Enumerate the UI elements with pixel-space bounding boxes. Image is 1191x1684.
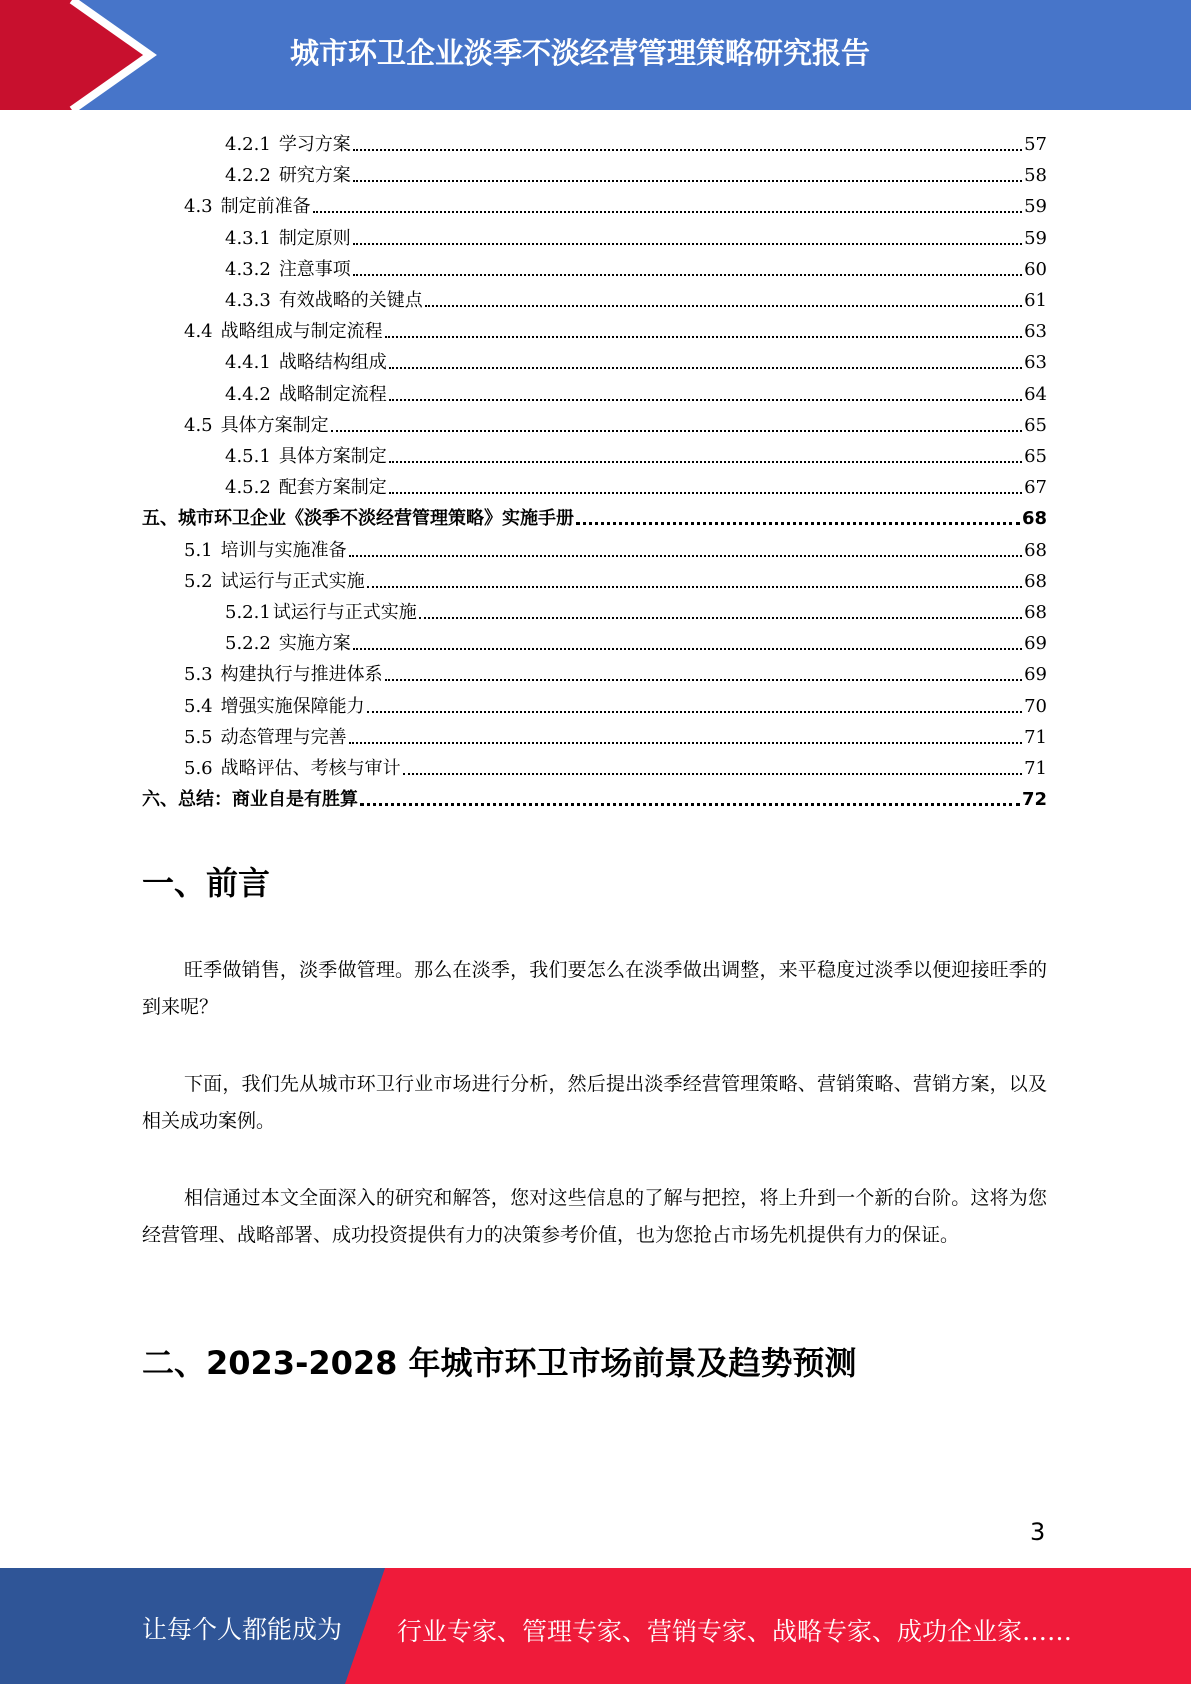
toc-entry[interactable] [225, 128, 1047, 156]
toc-entry-number: 4.3.1 [225, 227, 271, 249]
header-title: 城市环卫企业淡季不淡经营管理策略研究报告 [290, 36, 871, 70]
toc-dot-leader [576, 521, 1020, 525]
toc-entry-number: 5.6 [184, 758, 213, 779]
toc-entry-page: 72 [1021, 789, 1047, 811]
toc-entry[interactable] [225, 284, 1047, 312]
toc-entry-label: 六、总结：商业自是有胜算 [142, 789, 358, 811]
toc-dot-leader [389, 460, 1022, 463]
toc-entry-page: 69 [1024, 633, 1047, 655]
toc-entry-label: 研究方案 [278, 165, 351, 187]
toc-entry[interactable] [184, 409, 1047, 437]
toc-entry-page: 59 [1024, 196, 1047, 218]
toc-entry-label: 制定原则 [278, 227, 351, 249]
page-footer [0, 1568, 1191, 1684]
toc-entry-label: 学习方案 [278, 134, 351, 155]
paragraph-1: 旺季做销售，淡季做管理。那么在淡季，我们要怎么在淡季做出调整，来平稳度过淡季以便迎接旺季的到来呢？ [142, 959, 1047, 1018]
toc-dot-leader [349, 741, 1022, 744]
toc-entry-label: 增强实施保障能力 [220, 695, 365, 717]
toc-entry-page: 69 [1024, 664, 1047, 686]
footer-slogan-right: 行业专家、管理专家、营销专家、战略专家、成功企业家…… [397, 1617, 1073, 1646]
toc-entry[interactable] [225, 440, 1047, 468]
toc-entry[interactable] [184, 190, 1047, 218]
toc-entry[interactable] [225, 159, 1047, 187]
toc-entry-label: 制定前准备 [220, 196, 311, 218]
toc-entry[interactable] [225, 253, 1047, 281]
toc-entry-number: 5.2.2 [225, 633, 271, 655]
toc-entry-number: 4.5 [184, 414, 213, 436]
toc-entry-label: 战略制定流程 [278, 383, 387, 405]
toc-entry-page: 67 [1024, 477, 1047, 499]
toc-entry-label: 动态管理与完善 [220, 726, 347, 748]
toc-entry[interactable] [225, 471, 1047, 499]
toc-dot-leader [389, 491, 1022, 494]
toc-entry-number: 4.2.2 [225, 165, 271, 187]
toc-entry-page: 71 [1024, 726, 1047, 748]
toc-dot-leader [353, 179, 1022, 182]
toc-entry-label: 构建执行与推进体系 [220, 664, 383, 686]
toc-entry-page: 61 [1024, 290, 1047, 311]
toc-entry-number: 4.3.3 [225, 290, 271, 311]
toc-entry[interactable] [184, 315, 1047, 343]
paragraph-3: 相信通过本文全面深入的研究和解答，您对这些信息的了解与把控，将上升到一个新的台阶。这将为您经营管理、战略部署、成功投资提供有力的决策参考价值，也为您抢占市场先机提供有力的保证。 [142, 1187, 1047, 1246]
toc-entry-number: 5.5 [184, 726, 213, 748]
toc-entry-label: 具体方案制定 [278, 446, 387, 467]
toc-dot-leader [353, 148, 1022, 151]
toc-entry-label: 战略结构组成 [278, 352, 387, 374]
toc-entry[interactable] [142, 783, 1047, 811]
toc-dot-leader [349, 554, 1022, 557]
toc-entry-page: 63 [1024, 321, 1047, 343]
toc-entry[interactable] [225, 378, 1047, 406]
toc-entry-page: 68 [1021, 508, 1047, 530]
toc-entry[interactable] [225, 596, 1047, 624]
toc-entry-number: 4.3 [184, 196, 213, 218]
footer-slogan-left: 让每个人都能成为 [142, 1615, 343, 1644]
preface-heading: 一、前言 [142, 864, 271, 902]
toc-entry-page: 65 [1024, 446, 1047, 467]
toc-entry-number: 4.5.1 [225, 446, 271, 467]
toc-entry-number: 5.1 [184, 539, 213, 561]
toc-entry-page: 59 [1024, 227, 1047, 249]
toc-entry-number: 4.2.1 [225, 134, 271, 155]
toc-entry-label: 战略评估、考核与审计 [220, 758, 401, 779]
toc-entry-page: 70 [1024, 695, 1047, 717]
toc-entry-label: 实施方案 [278, 633, 351, 655]
toc-entry-number: 4.3.2 [225, 258, 271, 280]
toc-dot-leader [425, 304, 1022, 307]
toc-entry-number: 4.4.1 [225, 352, 271, 374]
page-header [0, 0, 1191, 110]
toc-entry-page: 65 [1024, 414, 1047, 436]
toc-dot-leader [353, 273, 1022, 276]
toc-dot-leader [403, 772, 1022, 775]
toc-entry[interactable] [184, 565, 1047, 593]
toc-dot-leader [367, 710, 1022, 713]
toc-entry-label: 注意事项 [278, 258, 351, 280]
toc-entry-label: 五、城市环卫企业《淡季不淡经营管理策略》实施手册 [142, 508, 574, 530]
toc-entry[interactable] [225, 222, 1047, 250]
toc-entry-page: 68 [1024, 602, 1047, 623]
toc-entry-page: 58 [1024, 165, 1047, 187]
toc-entry-number: 5.2 [184, 570, 213, 592]
toc-entry[interactable] [184, 690, 1047, 718]
toc-dot-leader [353, 647, 1022, 650]
toc-entry[interactable] [225, 346, 1047, 374]
toc-entry[interactable] [184, 534, 1047, 562]
toc-entry-number: 5.4 [184, 695, 213, 717]
toc-entry-page: 68 [1024, 539, 1047, 561]
toc-entry-page: 68 [1024, 570, 1047, 592]
toc-entry-number: 5.3 [184, 664, 213, 686]
page-number: 3 [1030, 1518, 1046, 1546]
toc-entry-number: 4.4 [184, 321, 213, 343]
toc-entry[interactable] [184, 658, 1047, 686]
toc-entry-page: 57 [1024, 134, 1047, 155]
toc-entry[interactable] [142, 502, 1047, 530]
paragraph-2: 下面，我们先从城市环卫行业市场进行分析，然后提出淡季经营管理策略、营销策略、营销方案，以及相关成功案例。 [142, 1073, 1047, 1132]
toc-dot-leader [313, 210, 1022, 213]
toc-entry-label: 试运行与正式实施 [272, 602, 417, 623]
toc-entry-page: 60 [1024, 258, 1047, 280]
toc-dot-leader [389, 398, 1022, 401]
toc-entry[interactable] [225, 627, 1047, 655]
toc-entry-page: 71 [1024, 758, 1047, 779]
toc-entry-page: 63 [1024, 352, 1047, 374]
toc-dot-leader [353, 242, 1022, 245]
toc-entry-number: 4.4.2 [225, 383, 271, 405]
toc-entry-label: 试运行与正式实施 [220, 570, 365, 592]
toc-entry-page: 64 [1024, 383, 1047, 405]
toc-dot-leader [360, 802, 1020, 806]
forecast-heading: 二、2023-2028 年城市环卫市场前景及趋势预测 [142, 1344, 857, 1382]
toc-entry-number: 5.2.1 [225, 602, 271, 623]
toc-entry[interactable] [184, 752, 1047, 780]
toc-entry-label: 配套方案制定 [278, 477, 387, 499]
toc-dot-leader [419, 616, 1022, 619]
toc-entry[interactable] [184, 721, 1047, 749]
toc-dot-leader [389, 366, 1022, 369]
toc-entry-label: 战略组成与制定流程 [220, 321, 383, 343]
toc-entry-number: 4.5.2 [225, 477, 271, 499]
toc-entry-label: 培训与实施准备 [220, 539, 347, 561]
toc-dot-leader [367, 585, 1022, 588]
toc-dot-leader [385, 678, 1022, 681]
toc-dot-leader [331, 429, 1022, 432]
toc-entry-label: 有效战略的关键点 [278, 290, 423, 311]
toc-entry-label: 具体方案制定 [220, 414, 329, 436]
toc-dot-leader [385, 335, 1022, 338]
